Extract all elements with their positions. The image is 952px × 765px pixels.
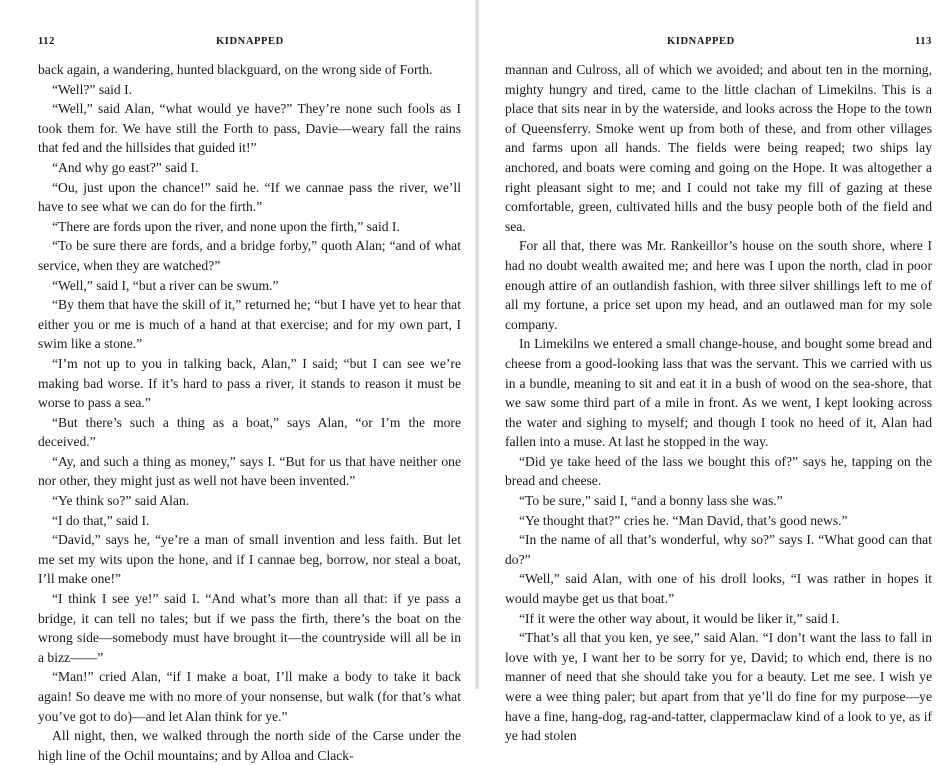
paragraph: “I think I see ye!” said I. “And what’s more than all that: if ye pass a bridge, it can tell no tales; but if we pass the firth, there’s the boat on the wrong side—somebody must have brought it—the countryside will all be in a bizz——” xyxy=(38,591,461,665)
left-page xyxy=(38,0,461,763)
paragraph: mannan and Culross, all of which we avoided; and about ten in the morning, mighty hungry and tired, came to the little clachan of Limekilns. This is a place that sits near in by the waterside, and looks across the Hope to the town of Queensferry. Smoke went up from both of these, and from other villages and farms upon all hands. The fields were being reaped; two ships lay anchored, and boats were coming and going on the Hope. It was altogether a right pleasant sight to me; and I could not take my fill of gazing at these comfortable, green, cultivated hills and the busy people both of the field and sea. xyxy=(505,62,932,234)
left-page-body xyxy=(38,60,461,765)
left-running-title: KIDNAPPED xyxy=(216,36,284,47)
paragraph: “To be sure,” said I, “and a bonny lass she was.” xyxy=(519,493,783,509)
paragraph: “Well,” said Alan, with one of his droll looks, “I was rather in hopes it would maybe get us that boat.” xyxy=(505,571,932,607)
book-gutter xyxy=(474,0,480,689)
paragraph: “I do that,” said I. xyxy=(52,512,150,528)
paragraph: “If it were the other way about, it would be liker it,” said I. xyxy=(519,610,840,626)
paragraph: “But there’s such a thing as a boat,” says Alan, “or I’m the more deceived.” xyxy=(38,414,461,450)
right-page-body xyxy=(505,60,932,746)
left-running-head xyxy=(38,0,461,47)
paragraph: “And why go east?” said I. xyxy=(52,159,199,175)
paragraph: “There are fords upon the river, and none upon the firth,” said I. xyxy=(52,218,400,234)
right-page xyxy=(505,0,932,744)
paragraph: For all that, there was Mr. Rankeillor’s house on the south shore, where I had no doubt wealth awaited me; and here was I upon the north, clad in poor enough attire of an outlandish fashion, with three silver shillings left to me of all my fortune, a price set upon my head, and an outlawed man for my sole company. xyxy=(505,238,932,332)
paragraph: “To be sure there are fords, and a bridge forby,” quoth Alan; “and of what service, when they are watched?” xyxy=(38,238,461,273)
paragraph: “By them that have the skill of it,” returned he; “but I have yet to hear that either you or me is much of a hand at that exercise; and for my own part, I swim like a stone.” xyxy=(38,297,461,352)
paragraph: “Ye thought that?” cries he. “Man David, that’s good news.” xyxy=(519,512,848,528)
paragraph: “Ye think so?” said Alan. xyxy=(52,493,190,509)
paragraph: “Ou, just upon the chance!” said he. “If we cannae pass the river, we’ll have to see what we can do for the firth.” xyxy=(38,179,461,215)
paragraph: “That’s all that you ken, ye see,” said Alan. “I don’t want the lass to fall in love with ye, I want her to be sorry for ye, David; to which end, there is no manner of need that she should take you for a beauty. Let me see. I wish ye were a wee thing paler; but apart from that ye’ll do fine for my purpose—ye have a fine, hang-dog, rag-and-tatter, clappermaclaw kind of a look to ye, as if ye had stolen xyxy=(505,630,932,744)
paragraph: “Ay, and such a thing as money,” says I. “But for us that have neither one nor other, they might just as well not have been invented.” xyxy=(38,453,461,489)
paragraph: “In the name of all that’s wonderful, why so?” says I. “What good can that do?” xyxy=(505,532,932,567)
paragraph: “Man!” cried Alan, “if I make a boat, I’ll make a body to take it back again! So deave me with no more of your nonsense, but walk (for that’s what you’ve got to do)—and let Alan think for ye.” xyxy=(38,669,461,724)
paragraph: “David,” says he, “ye’re a man of small invention and less faith. But let me set my wits upon the hone, and if I cannae beg, borrow, nor steal a boat, I’ll make one!” xyxy=(38,532,461,587)
paragraph: “Well,” said I, “but a river can be swum.” xyxy=(52,277,279,293)
right-running-title: KIDNAPPED xyxy=(667,36,735,47)
paragraph: In Limekilns we entered a small change-house, and bought some bread and cheese from a good-looking lass that was the servant. This we carried with us in a bundle, meaning to sit and eat it in a bush of wood on the sea-shore, that we saw some third part of a mile in front. As we went, I kept looking across the water and sighing to myself; and though I took no heed of it, Alan had fallen into a muse. At last he stopped in the way. xyxy=(505,336,932,450)
paragraph: “I’m not up to you in talking back, Alan,” I said; “but I can see we’re making bad worse. If it’s hard to pass a river, it stands to reason it must be worse to pass a sea.” xyxy=(38,355,461,411)
paragraph: All night, then, we walked through the north side of the Carse under the high line of the Ochil mountains; and by Alloa and Clack- xyxy=(38,728,461,763)
right-page-number: 113 xyxy=(915,36,932,47)
paragraph: “Did ye take heed of the lass we bought this of?” says he, tapping on the bread and cheese. xyxy=(505,453,932,489)
left-page-number: 112 xyxy=(38,36,55,47)
paragraph: “Well?” said I. xyxy=(52,81,133,97)
paragraph: “Well,” said Alan, “what would ye have?” They’re none such fools as I took them for. We have still the Forth to pass, Davie—weary fall the rains that fed and the hillsides that guided it!” xyxy=(38,101,461,156)
right-running-head xyxy=(505,0,932,47)
paragraph: back again, a wandering, hunted blackguard, on the wrong side of Forth. xyxy=(38,62,433,77)
